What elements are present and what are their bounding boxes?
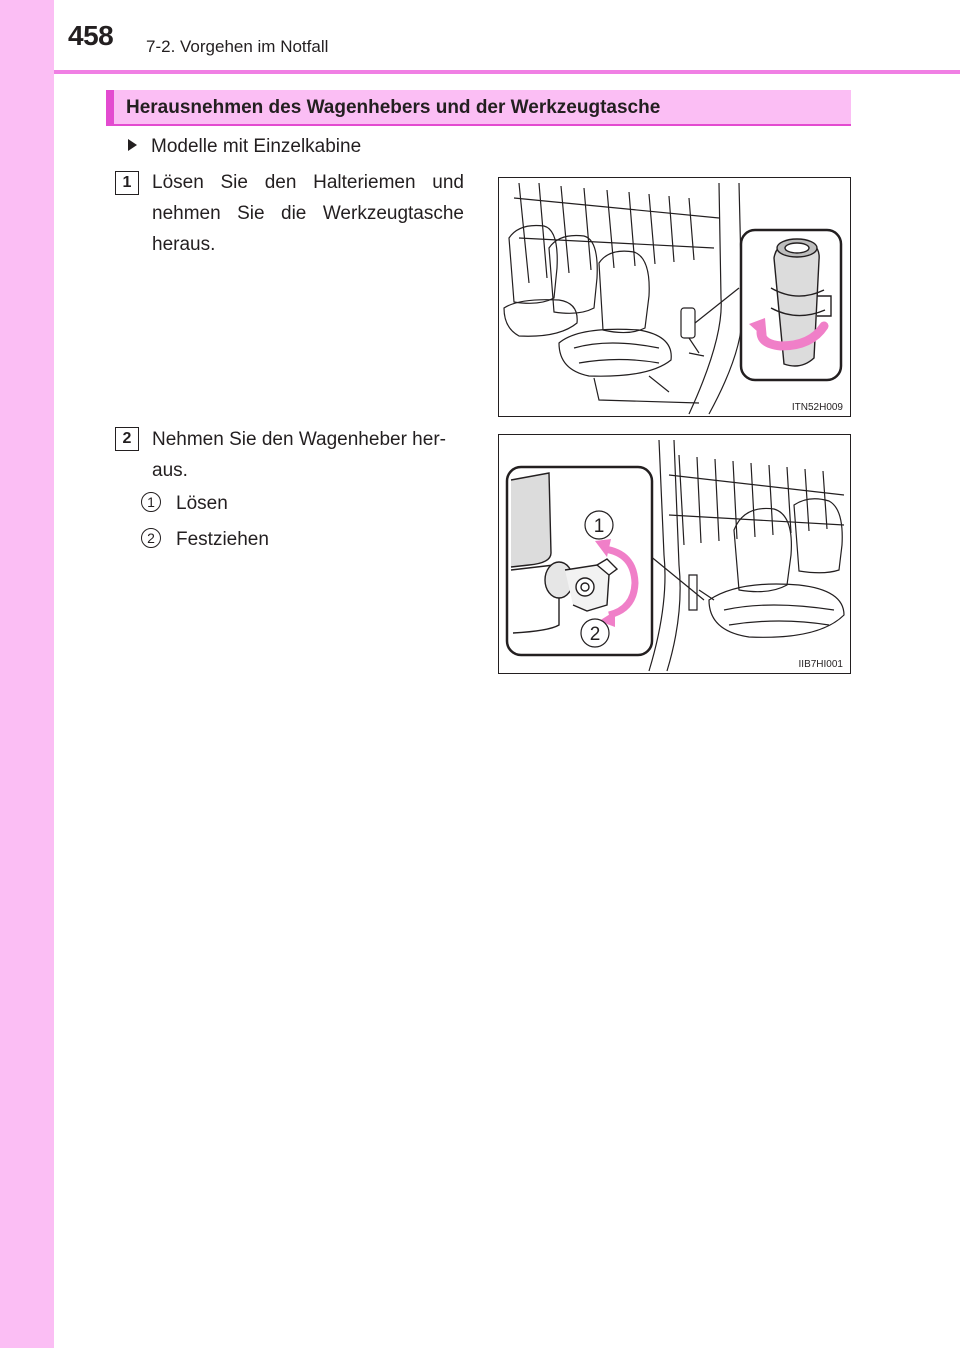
svg-text:2: 2: [589, 624, 601, 645]
step-1-number: 1: [115, 171, 139, 195]
section-title: Herausnehmen des Wagenhebers und der Werkzeugtasche: [126, 97, 661, 118]
svg-text:2: 2: [147, 530, 155, 546]
model-bullet-text: Modelle mit Einzelkabine: [151, 136, 362, 157]
circled-number-2-icon: [140, 527, 162, 549]
figure-2-code: IIB7HI001: [798, 659, 843, 670]
figure-1-code: ITN52H009: [791, 402, 843, 413]
side-margin-strip: [0, 0, 54, 1348]
sub-item-1-label: Lösen: [176, 493, 228, 514]
step-1-text: Lösen Sie den Halteriemen und nehmen Sie die Werkzeugtasche heraus.: [152, 172, 464, 255]
step-2-number: 2: [115, 427, 139, 451]
circled-number-1-icon: [140, 491, 162, 513]
step-2-text: Nehmen Sie den Wagenheber her-aus.: [152, 429, 446, 481]
page-number: 458: [68, 20, 114, 51]
triangle-bullet-icon: [128, 139, 137, 151]
jack-illustration: [499, 435, 849, 672]
tool-bag-illustration: [499, 178, 849, 415]
sub-item-2-label: Festziehen: [176, 529, 269, 550]
model-bullet: [128, 136, 361, 158]
chapter-title: 7-2. Vorgehen im Notfall: [146, 37, 329, 56]
figure-tool-bag: [498, 177, 851, 417]
header-rule: [54, 70, 960, 74]
svg-text:1: 1: [147, 494, 155, 510]
figure-jack: [498, 434, 851, 674]
section-heading: [106, 90, 851, 126]
svg-text:1: 1: [593, 516, 605, 537]
